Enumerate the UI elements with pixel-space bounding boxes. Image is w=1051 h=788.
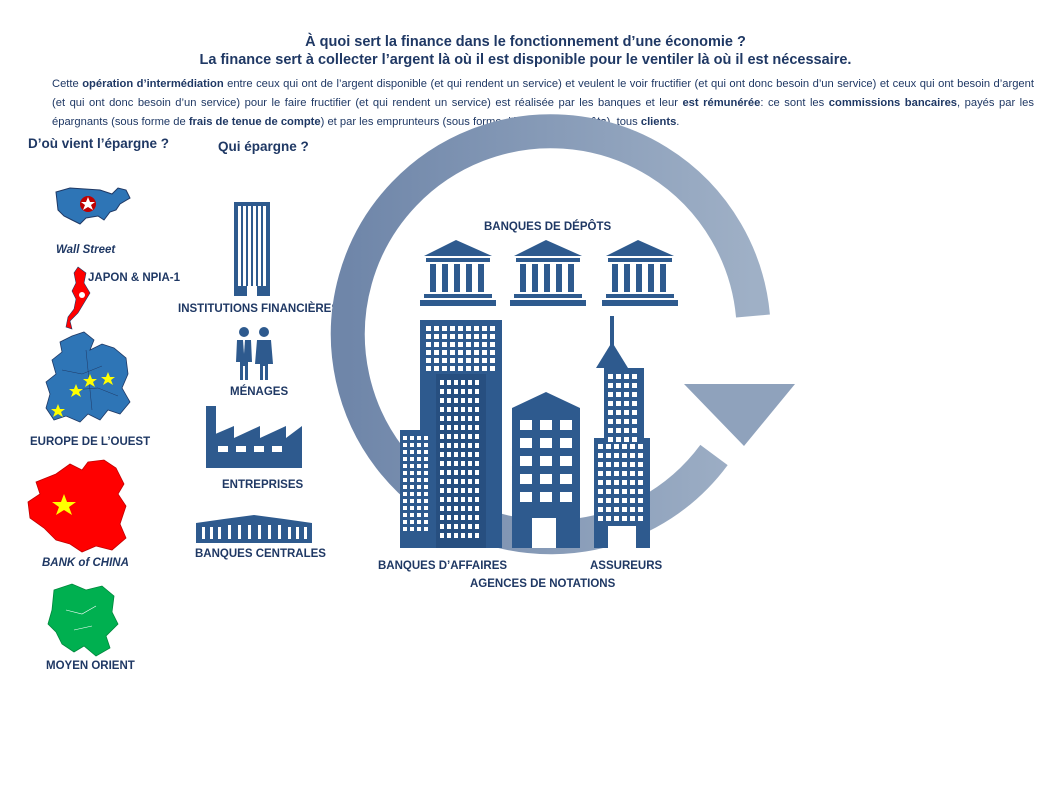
sources-heading: D’où vient l’épargne ? xyxy=(28,136,170,151)
source-label-middle-east: MOYEN ORIENT xyxy=(46,660,135,672)
page-subtitle: La finance sert à collecter l’argent là où il est disponible pour le ventiler là où il est nécessaire. xyxy=(199,52,852,68)
savers-heading: Qui épargne ? xyxy=(218,139,309,154)
intro-text: ) et par les emprunteurs (sous forme d’ xyxy=(320,116,514,128)
source-label-china: BANK of CHINA xyxy=(42,557,129,569)
intro-emphasis: intérêts des prêts xyxy=(513,116,607,128)
insurers-label: ASSUREURS xyxy=(590,560,663,572)
intro-emphasis: est rémunérée xyxy=(682,97,761,109)
source-label-wall-street: Wall Street xyxy=(56,244,116,256)
saver-label-households: MÉNAGES xyxy=(230,386,289,398)
page-title: À quoi sert la finance dans le fonctionnement d’une économie ? xyxy=(305,34,746,50)
intro-text: : ce sont les xyxy=(760,97,829,109)
investment-banks-label: BANQUES D’AFFAIRES xyxy=(378,560,508,572)
source-label-europe: EUROPE DE L’OUEST xyxy=(30,436,151,448)
source-label-japan: JAPON & NPIA-1 xyxy=(88,272,181,284)
saver-label-central-banks: BANQUES CENTRALES xyxy=(195,548,326,560)
deposit-banks-label: BANQUES DE DÉPÔTS xyxy=(484,221,612,233)
saver-label-companies: ENTREPRISES xyxy=(222,479,304,491)
intro-text: Cette xyxy=(52,78,83,90)
intro-text: entre ceux qui ont de l’argent disponible (et qui rendent un service) et veulent le voir fructifier (et qui ont donc besoin d’un service) et ceux qui ont besoin d’argent (et qui ont donc besoin d’un service) pour le faire fructifier (et qui rendent un service) est réalisée par les banques et leur xyxy=(52,78,1034,109)
city-buildings-icon xyxy=(400,312,650,548)
deposit-banks-icon xyxy=(420,238,692,306)
intro-text: , payés par les épargnants (sous forme de xyxy=(52,97,1034,128)
intro-emphasis: frais de tenue de compte xyxy=(188,116,321,128)
intro-text: ), tous xyxy=(606,116,641,128)
intro-emphasis: commissions bancaires xyxy=(828,97,958,109)
rating-agencies-label: AGENCES DE NOTATIONS xyxy=(470,578,616,590)
intro-emphasis: clients xyxy=(640,116,677,128)
intro-text: . xyxy=(676,116,680,128)
saver-label-institutions: INSTITUTIONS FINANCIÈRES xyxy=(178,303,340,315)
intro-emphasis: opération d’intermédiation xyxy=(82,78,224,90)
